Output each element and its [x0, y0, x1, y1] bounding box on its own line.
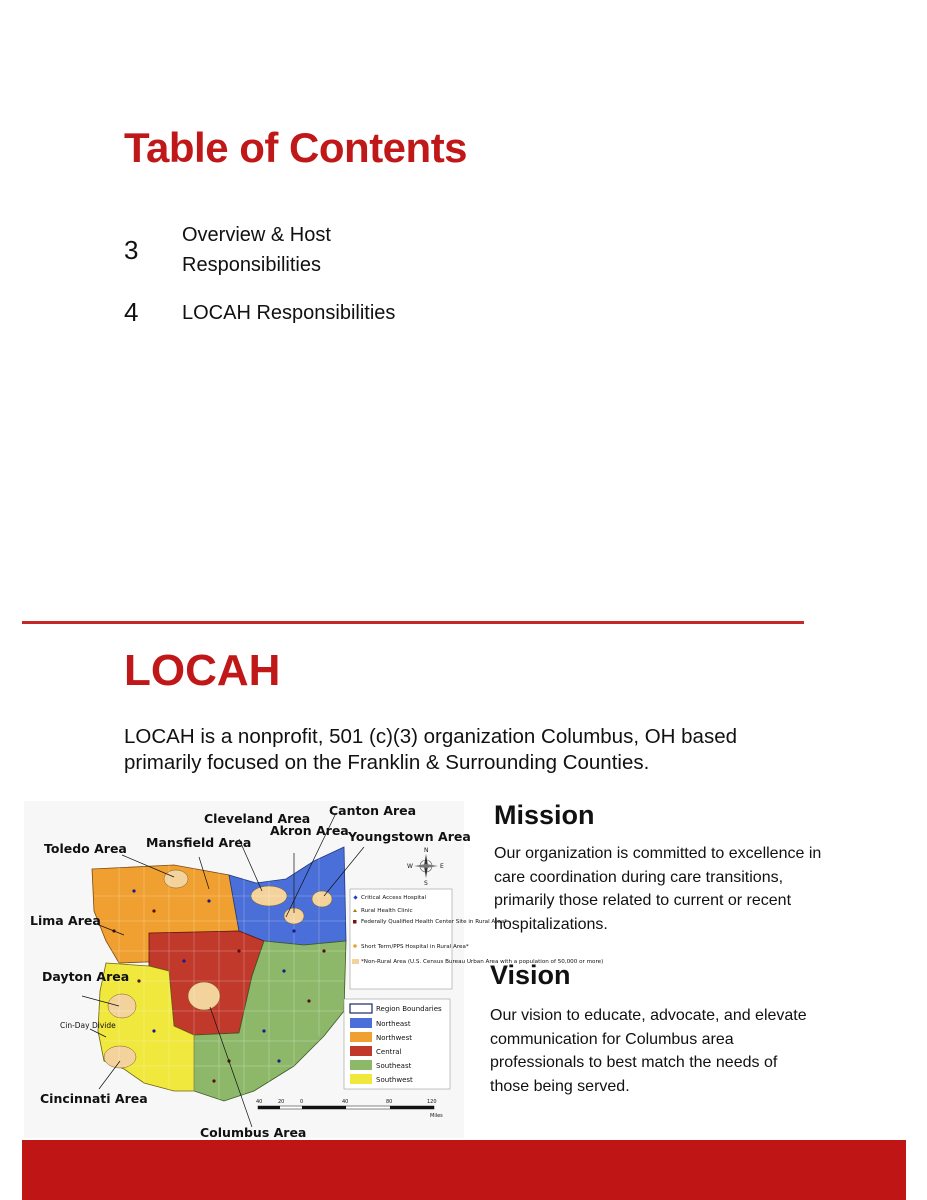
svg-text:Miles: Miles [430, 1113, 443, 1119]
locah-intro: LOCAH is a nonprofit, 501 (c)(3) organization Columbus, OH based primarily focused on the Franklin & Surrounding Counties. [124, 725, 738, 774]
region-legend [344, 999, 450, 1089]
toc-page-number: 4 [124, 297, 139, 327]
legend-fqhc: Federally Qualified Health Center Site in Rural Area* [361, 919, 508, 925]
compass-icon [407, 847, 444, 887]
toc-entry[interactable] [124, 297, 482, 328]
map-label-lima: Lima Area [30, 913, 101, 928]
legend-non-rural: *Non-Rural Area (U.S. Census Bureau Urban Area with a population of 50,000 or more) [361, 959, 604, 965]
map-label-cleveland-text: Cleveland Area [204, 811, 311, 826]
region-legend-southeast: Southeast [376, 1062, 412, 1070]
map-label-columbus: Columbus Area [200, 1125, 307, 1140]
svg-text:W: W [407, 863, 413, 870]
mission-body: Our organization is committed to excellence in care coordination during care transitions, primarily those related to current or recent hospitalizations. [494, 845, 822, 933]
footer-bar [22, 1140, 906, 1200]
svg-text:80: 80 [386, 1099, 393, 1105]
toc-entry-label: LOCAH Responsibilities [182, 301, 396, 324]
mission-title: Mission [494, 800, 595, 830]
legend-short-term: Short Term/PPS Hospital in Rural Area* [361, 944, 469, 950]
urban-area-toledo [164, 870, 188, 888]
map-label-youngstown: Youngstown Area [348, 829, 471, 844]
svg-text:120: 120 [427, 1099, 437, 1105]
region-legend-northwest: Northwest [376, 1034, 413, 1042]
svg-text:40: 40 [342, 1099, 349, 1105]
region-legend-title: Region Boundaries [376, 1005, 442, 1013]
urban-area-dayton [108, 994, 136, 1018]
map-label-toledo: Toledo Area [44, 841, 127, 856]
scale-bar [256, 1099, 443, 1119]
toc-page-number: 3 [124, 234, 139, 265]
urban-area-cincinnati [104, 1046, 136, 1068]
map-label-cin-day: Cin-Day Divide [60, 1021, 116, 1030]
legend-critical-access: Critical Access Hospital [361, 895, 427, 901]
svg-text:S: S [424, 880, 428, 887]
map-label-mansfield: Mansfield Area [146, 835, 252, 850]
region-legend-central: Central [376, 1048, 402, 1056]
svg-text:E: E [440, 863, 444, 870]
region-legend-northeast: Northeast [376, 1020, 411, 1028]
locah-title: LOCAH [124, 646, 281, 695]
map-label-dayton: Dayton Area [42, 969, 130, 984]
vision-title: Vision [490, 960, 571, 990]
map-label-cincinnati: Cincinnati Area [40, 1091, 148, 1106]
svg-text:N: N [424, 847, 429, 854]
svg-text:20: 20 [278, 1099, 285, 1105]
section-divider [22, 621, 804, 624]
toc-entry[interactable] [124, 220, 382, 280]
toc-entry-label: Overview & Host Responsibilities [182, 224, 331, 276]
region-legend-southwest: Southwest [376, 1076, 413, 1084]
svg-text:0: 0 [300, 1099, 304, 1105]
urban-area-youngstown [312, 891, 332, 907]
svg-text:40: 40 [256, 1099, 263, 1105]
toc-title: Table of Contents [124, 124, 468, 171]
map-label-canton: Canton Area [329, 803, 417, 818]
map-label-akron: Akron Area [270, 823, 349, 838]
urban-area-columbus [188, 982, 220, 1010]
legend-rural-clinic: Rural Health Clinic [361, 908, 413, 914]
vision-body: Our vision to educate, advocate, and elevate communication for Columbus area professionals to best match the needs of those being served. [490, 1007, 807, 1095]
